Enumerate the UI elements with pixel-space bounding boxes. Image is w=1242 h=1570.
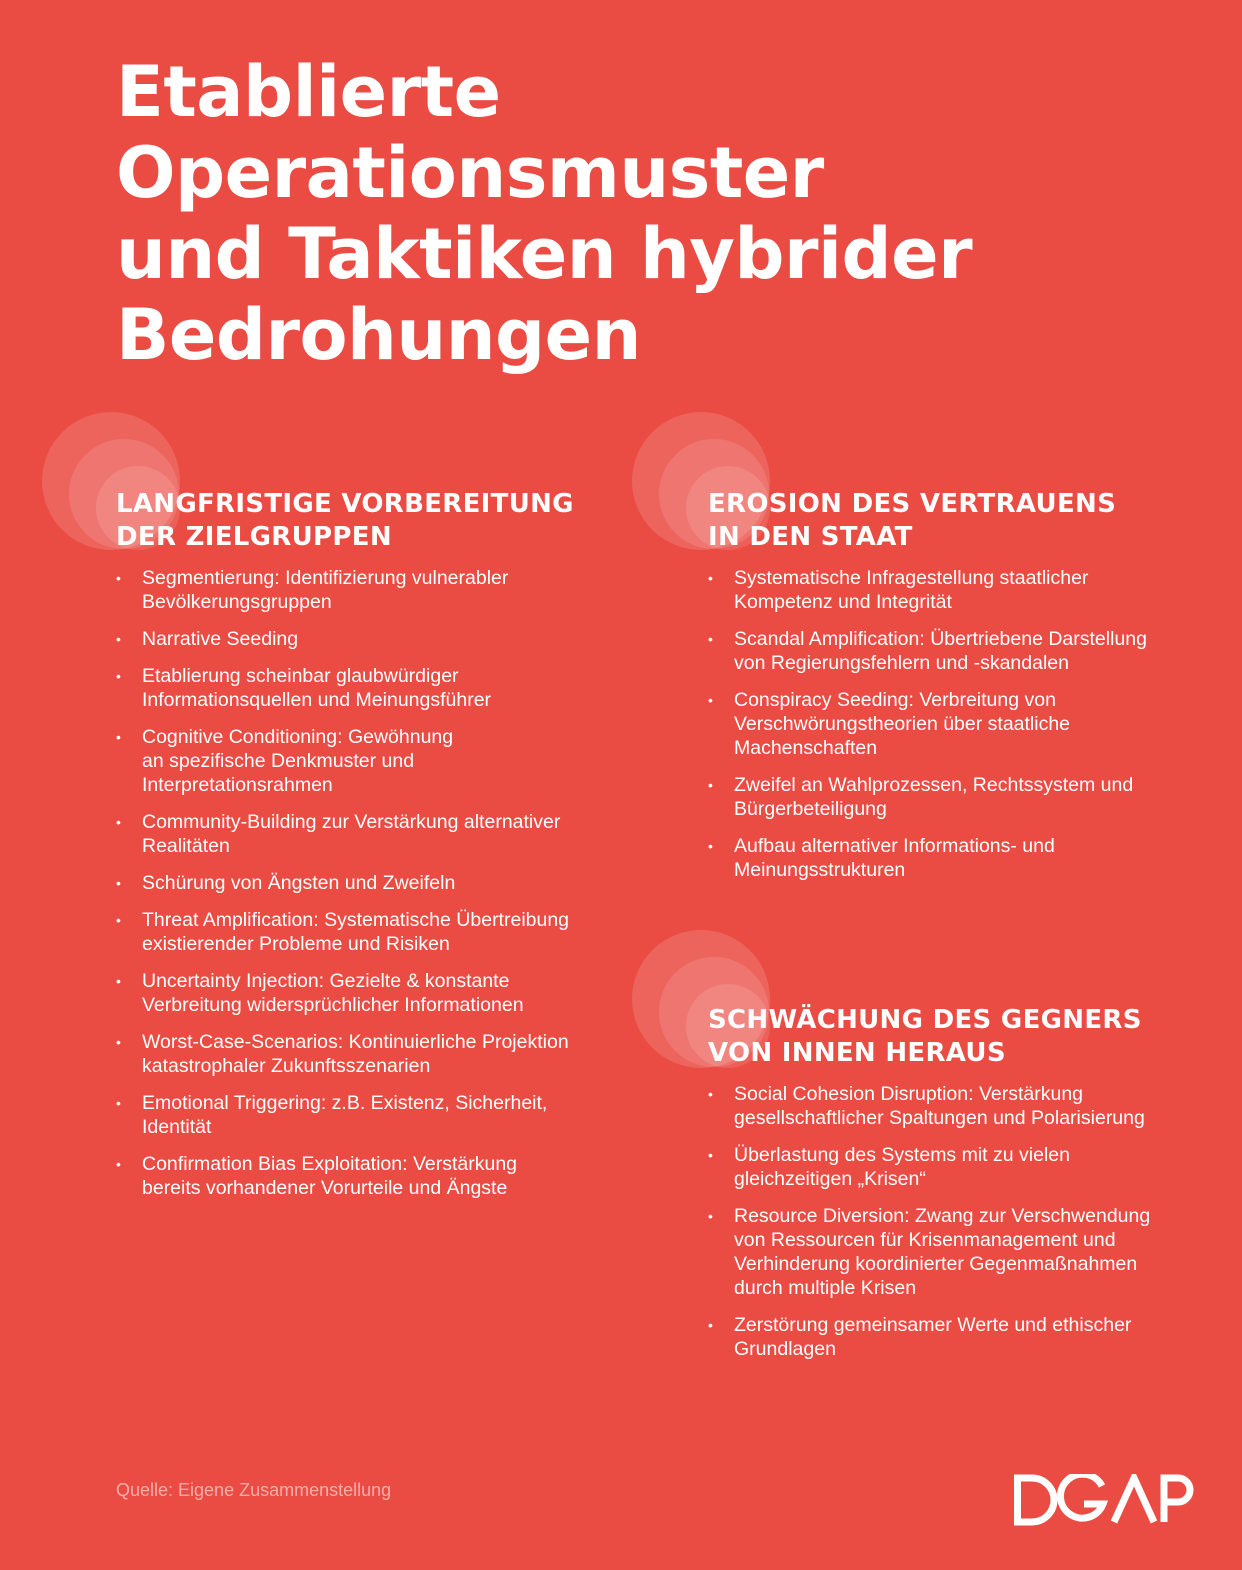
list-item: • Zweifel an Wahlprozessen, Rechtssystem und Bürgerbeteiligung [708, 774, 1134, 820]
bullet-icon: • [116, 668, 121, 684]
bullet-icon: • [116, 1034, 121, 1050]
list-item: • Threat Amplification: Systematische Übertreibung existierender Probleme und Risiken [116, 909, 570, 955]
dgap-logo [1014, 1474, 1196, 1526]
bullet-icon: • [116, 1095, 121, 1111]
title-line: Bedrohungen [116, 294, 641, 376]
bullet-icon: • [708, 1208, 713, 1224]
list-item: • Worst-Case-Scenarios: Kontinuierliche Projektion katastrophaler Zukunftsszenarien [116, 1031, 569, 1077]
section-erosion-des-vertrauens [708, 488, 1208, 895]
bullet-icon: • [708, 1147, 713, 1163]
title-line: Operationsmuster [116, 132, 824, 214]
section-heading: EROSION DES VERTRAUENS IN DEN STAAT [708, 489, 1117, 552]
list-item: • Cognitive Conditioning: Gewöhnung an spezifische Denkmuster und Interpretationsrahmen [116, 726, 454, 796]
bullet-icon: • [116, 875, 121, 891]
list-item: • Social Cohesion Disruption: Verstärkung gesellschaftlicher Spaltungen und Polarisierung [708, 1083, 1145, 1129]
bullet-icon: • [708, 838, 713, 854]
list-item: • Conspiracy Seeding: Verbreitung von Verschwörungstheorien über staatliche Machenschaften [708, 689, 1071, 759]
bullet-icon: • [708, 1317, 713, 1333]
list-item: • Emotional Triggering: z.B. Existenz, Sicherheit, Identität [116, 1092, 548, 1138]
bullet-icon: • [116, 1156, 121, 1172]
list-item: • Segmentierung: Identifizierung vulnerabler Bevölkerungsgruppen [116, 567, 509, 613]
page-title [116, 52, 1116, 376]
bullet-list [708, 566, 1208, 882]
list-item: • Resource Diversion: Zwang zur Verschwendung von Ressourcen für Krisenmanagement und Verhinderung koordinierter Gegenmaßnahmen durch multiple Krisen [708, 1205, 1151, 1299]
bullet-icon: • [708, 692, 713, 708]
bullet-icon: • [708, 570, 713, 586]
list-item: • Aufbau alternativer Informations- und Meinungsstrukturen [708, 835, 1055, 881]
bullet-icon: • [116, 729, 121, 745]
bullet-icon: • [116, 631, 121, 647]
list-item: • Etablierung scheinbar glaubwürdiger Informationsquellen und Meinungsführer [116, 665, 492, 711]
list-item: • Uncertainty Injection: Gezielte & konstante Verbreitung widersprüchlicher Informationen [116, 970, 524, 1016]
section-schwaechung-des-gegners [708, 1004, 1208, 1374]
bullet-icon: • [116, 570, 121, 586]
list-item: • Zerstörung gemeinsamer Werte und ethischer Grundlagen [708, 1314, 1132, 1360]
bullet-icon: • [708, 777, 713, 793]
title-line: Etablierte [116, 51, 501, 133]
list-item: • Scandal Amplification: Übertriebene Darstellung von Regierungsfehlern und -skandalen [708, 628, 1147, 674]
list-item: • Community-Building zur Verstärkung alternativer Realitäten [116, 811, 561, 857]
bullet-list [116, 566, 616, 1200]
bullet-icon: • [116, 912, 121, 928]
section-heading: LANGFRISTIGE VORBEREITUNG DER ZIELGRUPPEN [116, 489, 574, 552]
section-heading: SCHWÄCHUNG DES GEGNERS VON INNEN HERAUS [708, 1005, 1142, 1068]
bullet-icon: • [116, 814, 121, 830]
bullet-icon: • [708, 1086, 713, 1102]
list-item: • Überlastung des Systems mit zu vielen gleichzeitigen „Krisen“ [708, 1144, 1070, 1190]
section-langfristige-vorbereitung [116, 488, 616, 1213]
title-line: und Taktiken hybrider [116, 213, 973, 295]
bullet-icon: • [708, 631, 713, 647]
list-item: • Confirmation Bias Exploitation: Verstärkung bereits vorhandener Vorurteile und Ängste [116, 1153, 518, 1199]
bullet-icon: • [116, 973, 121, 989]
bullet-list [708, 1082, 1208, 1361]
list-item: • Schürung von Ängsten und Zweifeln [116, 872, 456, 894]
list-item: • Systematische Infragestellung staatlicher Kompetenz und Integrität [708, 567, 1089, 613]
source-note: Quelle: Eigene Zusammenstellung [116, 1480, 392, 1500]
list-item: • Narrative Seeding [116, 628, 299, 650]
